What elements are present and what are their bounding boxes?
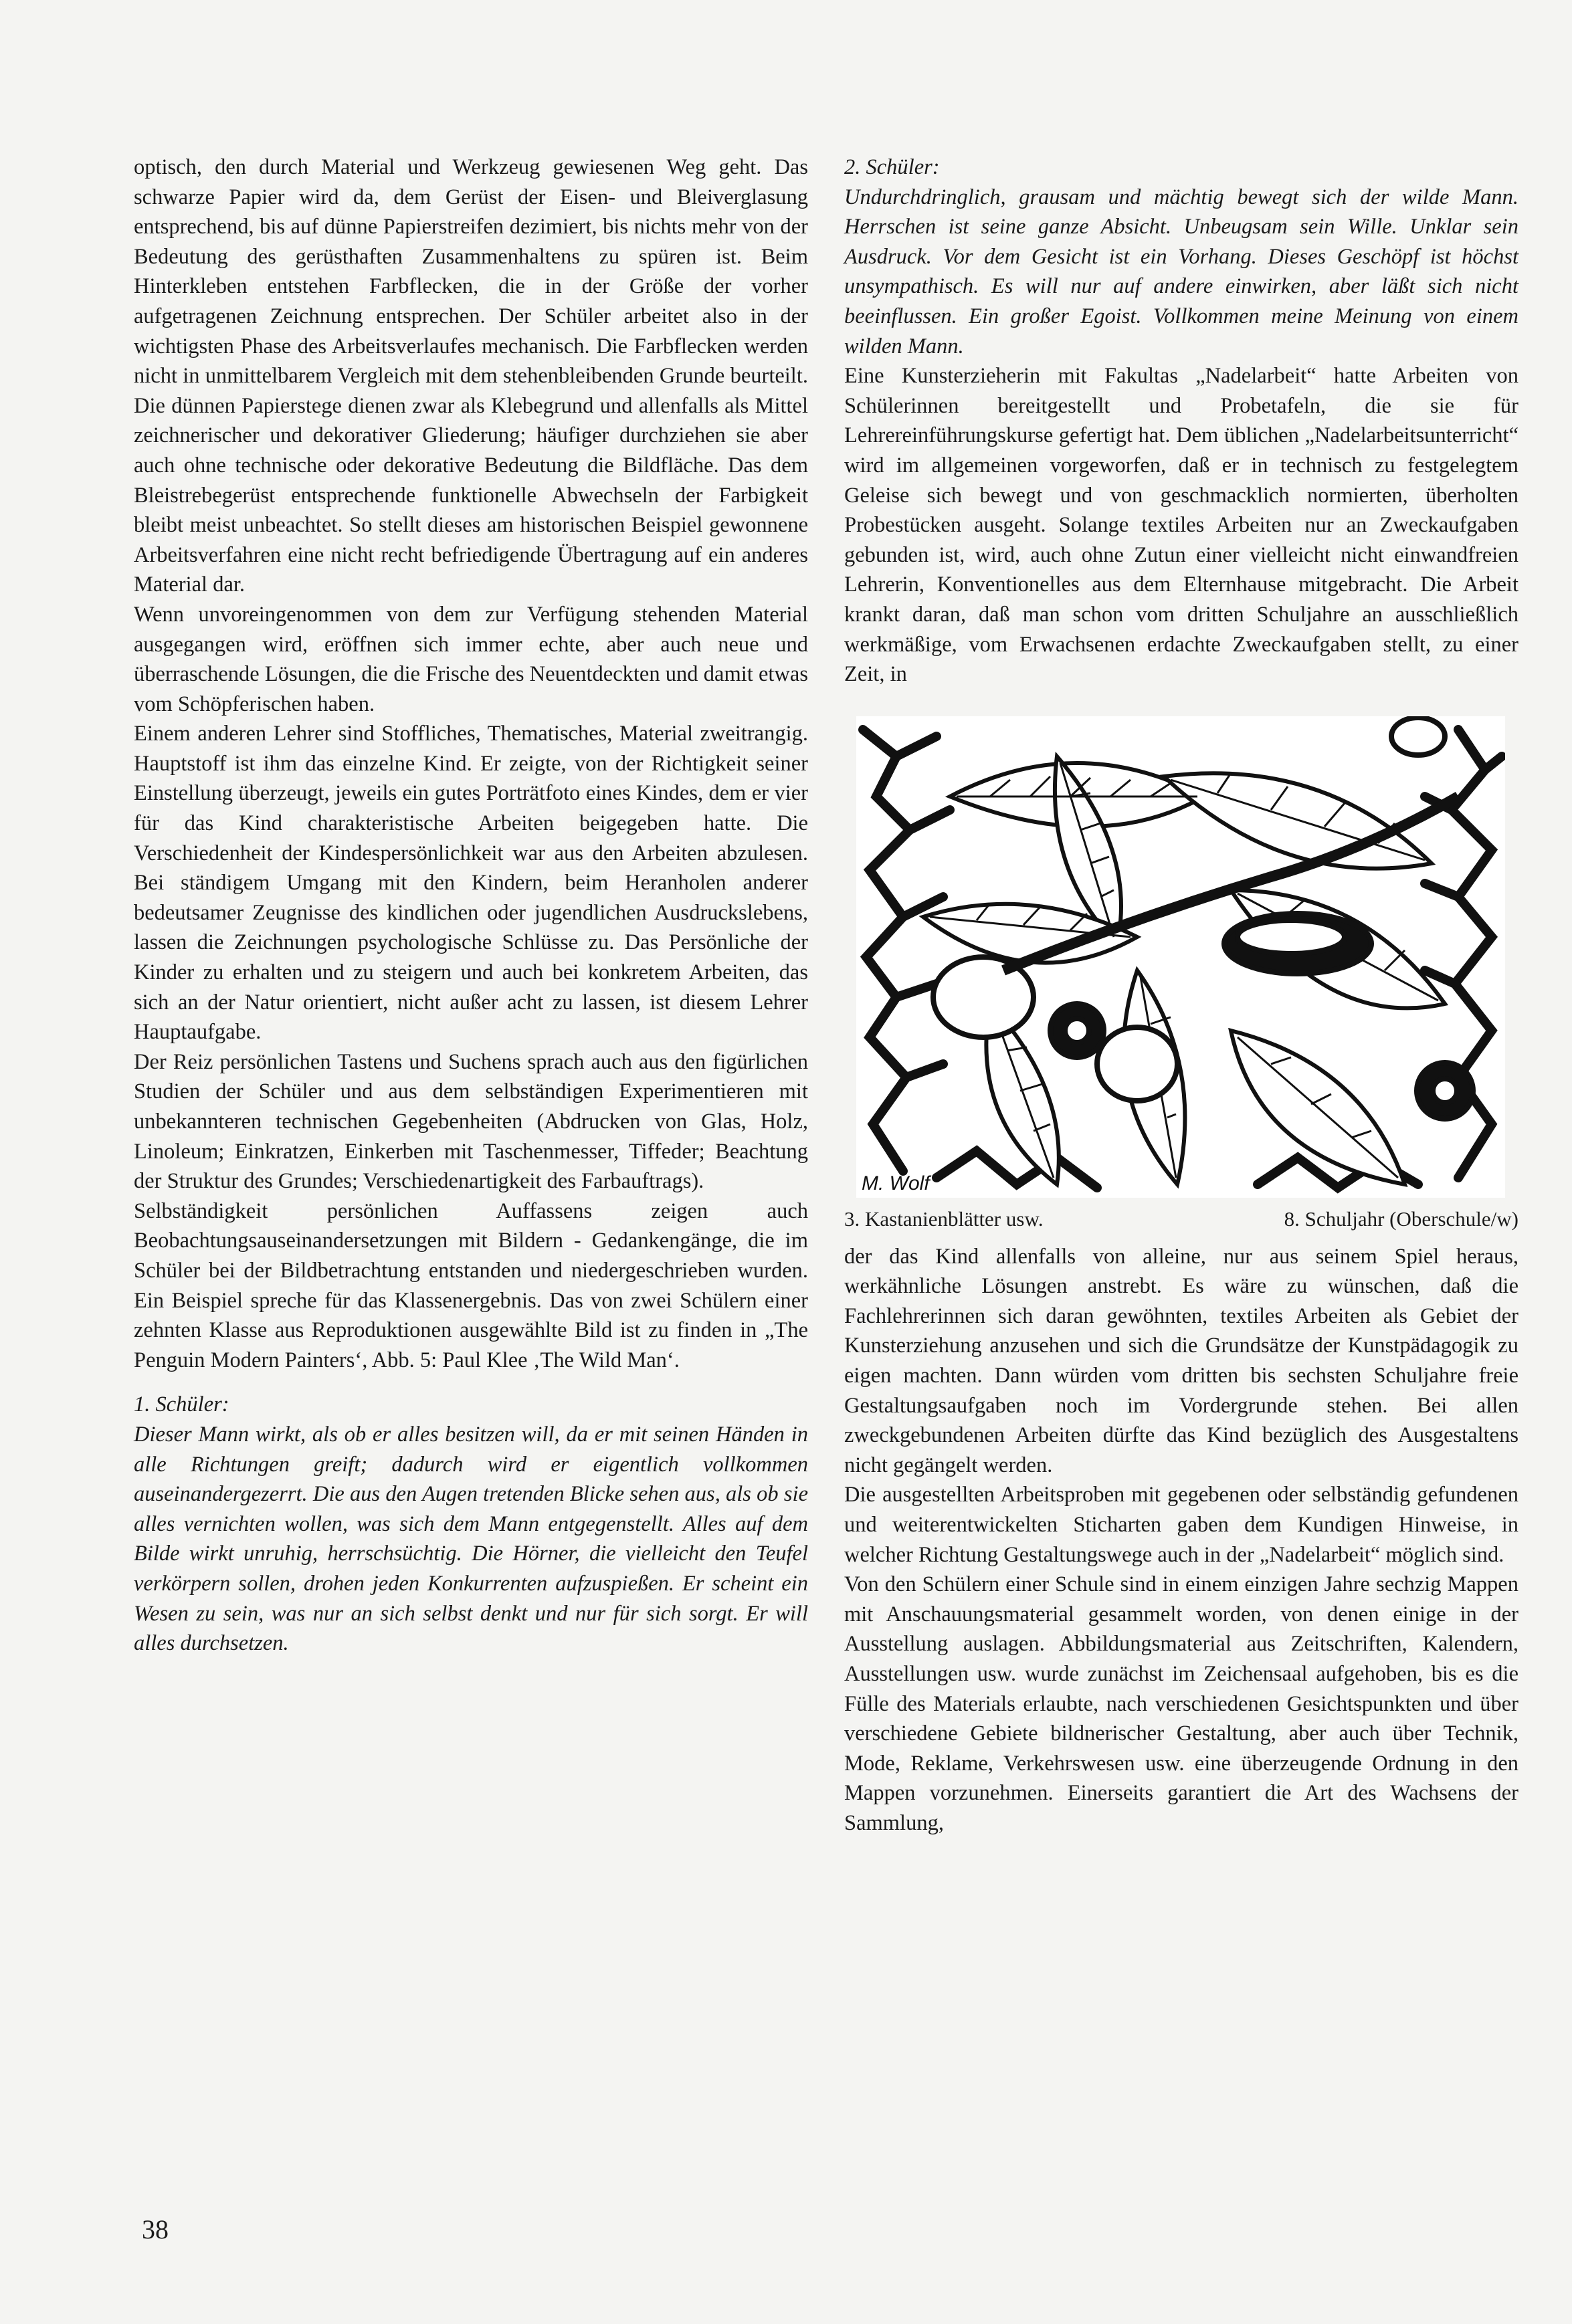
body-paragraph: Von den Schülern einer Schule sind in einem einzigen Jahre sechzig Mappen mit Anschauungsmaterial gesammelt worden, von denen einige in der Ausstellung auslagen. Abbildungsmaterial aus Zeitschriften, Kalendern, Ausstellungen usw. wurde zunächst im Zeichensaal aufgehoben, bis es die Fülle des Materials erlaubte, nach verschiedenen Gesichtspunkten und über verschiedene Gebiete bildnerischer Gestaltung, aber auch über Technik, Mode, Reklame, Verkehrswesen usw. eine überzeugende Ordnung in den Mappen vorzunehmen. Einerseits garantiert die Art des Wachsens der Sammlung, — [844, 1572, 1518, 1835]
caption-title: 3. Kastanienblätter usw. — [844, 1206, 1044, 1231]
student1-heading: 1. Schüler: — [134, 1392, 229, 1417]
figure-caption — [844, 1204, 1518, 1234]
left-column — [134, 152, 808, 1659]
linocut-illustration — [856, 716, 1505, 1198]
chestnut-leaves-linocut — [856, 716, 1505, 1198]
student2-heading: 2. Schüler: — [844, 155, 940, 179]
body-paragraph: der das Kind allenfalls von alleine, nur aus seinem Spiel heraus, werkähnliche Lösungen anstrebt. Es wäre zu wünschen, daß die Fachlehrerinnen sich daran gewöhnten, textiles Arbeiten als Gebiet der Kunsterziehung anzusehen und sich die Grundsätze der Kunstpädagogik zu eigen machten. Dann würden vom dritten bis sechsten Schuljahre freie Gestaltungsaufgaben noch im Vordergrunde stehen. Bei allen zweckgebundenen Arbeiten dürfte das Kind bezüglich des Ausgestaltens nicht gegängelt werden. — [844, 1244, 1518, 1477]
body-paragraph: Eine Kunsterzieherin mit Fakultas „Nadelarbeit“ hatte Arbeiten von Schülerinnen bereitgestellt und Probetafeln, die sie für Lehrereinführungskurse gefertigt hat. Dem üblichen „Nadelarbeitsunterricht“ wird im allgemeinen vorgeworfen, daß er in technisch zu festgelegtem Geleise sich bewegt und von geschmacklich normierten, überholten Probestücken ausgeht. Solange textiles Arbeiten nur an Zweckaufgaben gebunden ist, wird, auch ohne Zutun einer vielleicht nicht einwandfreien Lehrerin, Konventionelles aus dem Elternhause mitgebracht. Die Arbeit krankt daran, daß man schon vom dritten Schuljahre an ausschließlich werkmäßige, vom Erwachsenen erdachte Zweckaufgaben stellt, zu einer Zeit, in — [844, 364, 1518, 687]
body-paragraph: Der Reiz persönlichen Tastens und Suchens sprach auch aus den figürlichen Studien der Schüler und aus dem selbständigen Experimentieren mit unbekannteren technischen Gegebenheiten (Abdrucken von Glas, Holz, Linoleum; Einkratzen, Einkerben mit Taschenmesser, Tiffeder; Beachtung der Struktur des Grundes; Verschiedenartigkeit des Farbauftrags). — [134, 1049, 808, 1194]
page-number: 38 — [142, 2214, 169, 2244]
caption-grade: 8. Schuljahr (Oberschule/w) — [1284, 1206, 1518, 1231]
right-column — [844, 152, 1518, 1838]
student1-quote: Dieser Mann wirkt, als ob er alles besitzen will, da er mit seinen Händen in alle Richtungen greift; dadurch wird er eigentlich vollkommen auseinandergezerrt. Die aus den Augen tretenden Blicke sehen aus, als ob sie alles vernichten wollen, was sich dem Mann entgegenstellt. Alles auf dem Bilde wirkt unruhig, herrschsüchtig. Die Hörner, die vielleicht den Teufel verkörpern sollen, drohen jeden Konkurrenten aufzuspießen. Er scheint ein Wesen zu sein, was nur an sich selbst denkt und nur für sich sorgt. Er will alles durchsetzen. — [134, 1422, 808, 1656]
student2-quote: Undurchdringlich, grausam und mächtig bewegt sich der wilde Mann. Herrschen ist seine ganze Absicht. Unbeugsam sein Wille. Unklar sein Ausdruck. Vor dem Gesicht ist ein Vorhang. Dieses Geschöpf ist höchst unsympathisch. Es will nur auf andere einwirken, aber läßt sich nicht beeinflussen. Ein großer Egoist. Vollkommen meine Meinung von einem wilden Mann. — [844, 185, 1518, 358]
body-paragraph: Selbständigkeit persönlichen Auffassens zeigen auch Beobachtungsauseinandersetzungen mit Bildern - Gedankengänge, die im Schüler bei der Bildbetrachtung entstanden und niedergeschrieben wurden. Ein Beispiel spreche für das Klassenergebnis. Das von zwei Schülern einer zehnten Klasse aus Reproduktionen ausgewählte Bild ist zu finden in „The Penguin Modern Painters‘, Abb. 5: Paul Klee ‚The Wild Man‘. — [134, 1198, 808, 1372]
body-paragraph: Wenn unvoreingenommen von dem zur Verfügung stehenden Material ausgegangen wird, eröffnen sich immer echte, aber auch neue und überraschende Lösungen, die die Frische des Neuentdeckten und damit etwas vom Schöpferischen haben. — [134, 602, 808, 716]
body-paragraph: Einem anderen Lehrer sind Stoffliches, Thematisches, Material zweitrangig. Hauptstoff ist ihm das einzelne Kind. Er zeigte, von der Richtigkeit seiner Einstellung überzeugt, jeweils ein gutes Porträtfoto eines Kindes, dem er vier für das Kind charakteristische Arbeiten beigegeben hatte. Die Verschiedenheit der Kindespersönlichkeit war aus den Arbeiten abzulesen. Bei ständigem Umgang mit den Kindern, beim Heranholen anderer bedeutsamer Zeugnisse des kindlichen oder jugendlichen Ausdruckslebens, lassen die Zeichnungen psychologische Schlüsse zu. Das Persönliche der Kinder zu erhalten und zu steigern und auch bei konkretem Arbeiten, das sich an der Natur orientiert, nicht außer acht zu lassen, ist diesem Lehrer Hauptaufgabe. — [134, 722, 808, 1045]
artist-signature: M. Wolf — [862, 1172, 930, 1194]
body-paragraph: Die ausgestellten Arbeitsproben mit gegebenen oder selbständig gefundenen und weiterentwickelten Sticharten gaben dem Kundigen Hinweise, in welcher Richtung Gestaltungswege auch in der „Nadelarbeit“ möglich sind. — [844, 1483, 1518, 1567]
body-paragraph: optisch, den durch Material und Werkzeug gewiesenen Weg geht. Das schwarze Papier wird da, dem Gerüst der Eisen- und Bleiverglasung entsprechend, bis auf dünne Papierstreifen dezimiert, bis nichts mehr von der Bedeutung des gerüsthaften Zusammenhaltens zu spüren ist. Beim Hinterkleben entstehen Farbflecken, die in der Größe der vorher aufgetragenen Zeichnung entsprechen. Der Schüler arbeitet also in der wichtigsten Phase des Arbeitsverlaufes mechanisch. Die Farbflecken werden nicht in unmittelbarem Vergleich mit dem stehenbleibenden Grunde beurteilt. Die dünnen Papierstege dienen zwar als Klebegrund und allenfalls als Mittel zeichnerischer und dekorativer Gliederung; häufiger durchziehen sie aber auch ohne technische oder dekorative Bedeutung die Bildfläche. Das dem Bleistrebegerüst entsprechende funktionelle Abwechseln der Farbigkeit bleibt meist unbeachtet. So stellt dieses am historischen Beispiel gewonnene Arbeitsverfahren eine nicht recht befriedigende Übertragung auf ein anderes Material dar. — [134, 155, 808, 597]
